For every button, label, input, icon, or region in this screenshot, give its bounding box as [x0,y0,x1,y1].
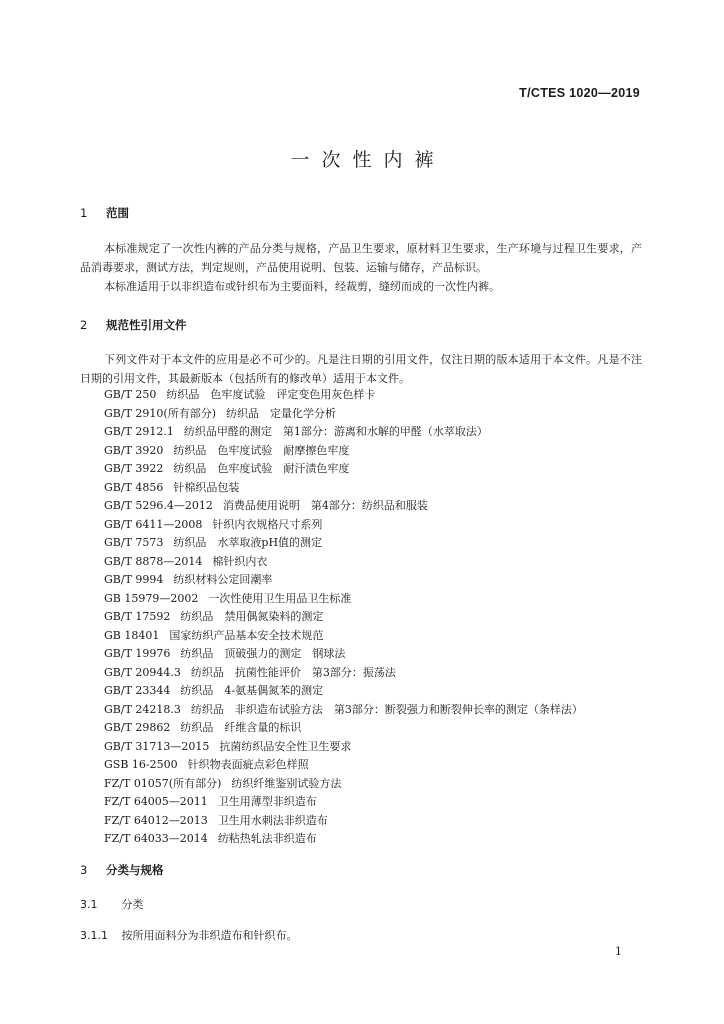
reference-code: FZ/T 64012—2013 [104,813,208,827]
reference-code: FZ/T 01057(所有部分) [104,776,222,790]
reference-title: 针织内衣规格尺寸系列 [212,517,323,531]
reference-title: 纺织品 色牢度试验 耐摩擦色牢度 [173,443,350,457]
reference-code: GB/T 24218.3 [104,702,181,716]
section-1-title: 范围 [106,206,130,220]
reference-item [104,830,644,849]
reference-item [104,701,644,720]
reference-title: 纺织品 色牢度试验 耐汗渍色牢度 [173,462,350,475]
reference-code: GB/T 3920 [104,443,164,457]
section-2-number: 2 [80,318,88,332]
reference-title: 纺织品甲醛的测定 第1部分：游离和水解的甲醛（水萃取法） [183,425,488,438]
reference-item [104,608,644,627]
document-title: 一次性内裤 [290,149,446,171]
section-1-paragraph-2: 本标准适用于以非织造布或针织布为主要面料，经裁剪，缝纫而成的一次性内裤。 [104,280,500,293]
clause-3-1-1-number: 3.1.1 [80,929,108,942]
clause-3-1-1-text: 按所用面料分为非织造布和针织布。 [121,929,298,942]
reference-code: GB/T 20944.3 [104,665,181,679]
reference-code: GB/T 6411—2008 [104,517,203,531]
reference-code: GB 15979—2002 [104,591,199,605]
reference-item [104,645,644,664]
reference-item [104,775,644,794]
reference-item [104,812,644,831]
reference-title: 纺织品 禁用偶氮染料的测定 [180,610,324,623]
reference-title: 纺织纤维鉴别试验方法 [231,776,342,790]
reference-title: 国家纺织产品基本安全技术规范 [169,628,324,642]
reference-item [104,738,644,757]
section-2-intro: 下列文件对于本文件的应用是必不可少的。凡是注日期的引用文件，仅注日期的版本适用于本文件。凡是不注日期的引用文件，其最新版本（包括所有的修改单）适用于本文件。 [80,353,642,385]
reference-code: GB/T 8878—2014 [104,554,203,568]
reference-item [104,460,644,479]
section-3-title: 分类与规格 [106,863,164,877]
reference-item [104,664,644,683]
page-number: 1 [615,945,622,958]
subsection-3-1-title: 分类 [121,898,144,911]
reference-title: 针织物表面疵点彩色样照 [187,758,309,771]
reference-item [104,571,644,590]
reference-list [104,386,644,849]
reference-item [104,423,644,442]
reference-title: 消费品使用说明 第4部分：纺织品和服装 [222,499,428,512]
section-2-heading [80,317,187,333]
reference-item [104,534,644,553]
reference-item [104,719,644,738]
reference-code: FZ/T 64033—2014 [104,832,208,845]
reference-code: GB/T 19976 [104,647,171,660]
reference-title: 纺织品 纤维含量的标识 [180,721,302,734]
section-3-number: 3 [80,863,88,877]
reference-code: GB/T 5296.4—2012 [104,499,213,512]
reference-title: 纺织品 非织造布试验方法 第3部分：断裂强力和断裂伸长率的测定（条样法） [190,702,583,716]
reference-item [104,553,644,572]
reference-code: GB/T 2912.1 [104,425,174,438]
standard-number: T/CTES 1020—2019 [519,86,640,100]
reference-title: 卫生用薄型非织造布 [217,795,317,808]
section-1-paragraph-1: 本标准规定了一次性内裤的产品分类与规格，产品卫生要求，原材料卫生要求，生产环境与过程卫生要求，产品消毒要求，测试方法，判定规则，产品使用说明、包装、运输与储存，产品标识。 [80,242,642,274]
reference-title: 针棉织品包装 [173,480,240,494]
reference-item [104,682,644,701]
reference-code: GB/T 31713—2015 [104,739,210,753]
reference-title: 纺织材料公定回潮率 [173,573,273,586]
reference-code: GB/T 17592 [104,610,171,623]
reference-title: 一次性使用卫生用品卫生标准 [208,591,352,605]
reference-item [104,405,644,424]
reference-item [104,386,644,405]
reference-code: GB/T 250 [104,388,157,401]
subsection-3-1 [80,896,144,912]
reference-item [104,627,644,646]
reference-title: 棉针织内衣 [212,554,268,568]
reference-item [104,497,644,516]
reference-code: GB/T 9994 [104,573,164,586]
reference-title: 纺织品 定量化学分析 [226,406,336,420]
reference-title: 纺织品 4-氨基偶氮苯的测定 [180,684,324,697]
reference-title: 纺织品 抗菌性能评价 第3部分：振荡法 [190,665,396,679]
section-1-heading [80,205,129,221]
reference-item [104,590,644,609]
reference-code: GB 18401 [104,628,160,642]
section-1-number: 1 [80,206,88,220]
reference-code: FZ/T 64005—2011 [104,795,208,808]
reference-item [104,756,644,775]
reference-title: 抗菌纺织品安全性卫生要求 [219,739,352,753]
reference-title: 卫生用水刺法非织造布 [217,813,328,827]
reference-code: GB/T 29862 [104,721,171,734]
reference-item [104,479,644,498]
reference-title: 纺织品 色牢度试验 评定变色用灰色样卡 [166,388,376,401]
clause-3-1-1 [80,927,298,943]
section-3-heading [80,862,164,878]
reference-code: GB/T 2910(所有部分) [104,406,216,420]
reference-title: 纺织品 顶破强力的测定 钢球法 [180,647,346,660]
reference-title: 纺织品 水萃取液pH值的测定 [173,536,323,549]
reference-code: GB/T 3922 [104,462,164,475]
reference-code: GB/T 7573 [104,536,164,549]
reference-code: GB/T 23344 [104,684,171,697]
reference-item [104,793,644,812]
reference-title: 纺粘热轧法非织造布 [217,832,317,845]
reference-code: GSB 16-2500 [104,758,178,771]
reference-code: GB/T 4856 [104,480,164,494]
reference-item [104,516,644,535]
reference-item [104,442,644,461]
section-2-title: 规范性引用文件 [106,318,187,332]
subsection-3-1-number: 3.1 [80,898,98,911]
